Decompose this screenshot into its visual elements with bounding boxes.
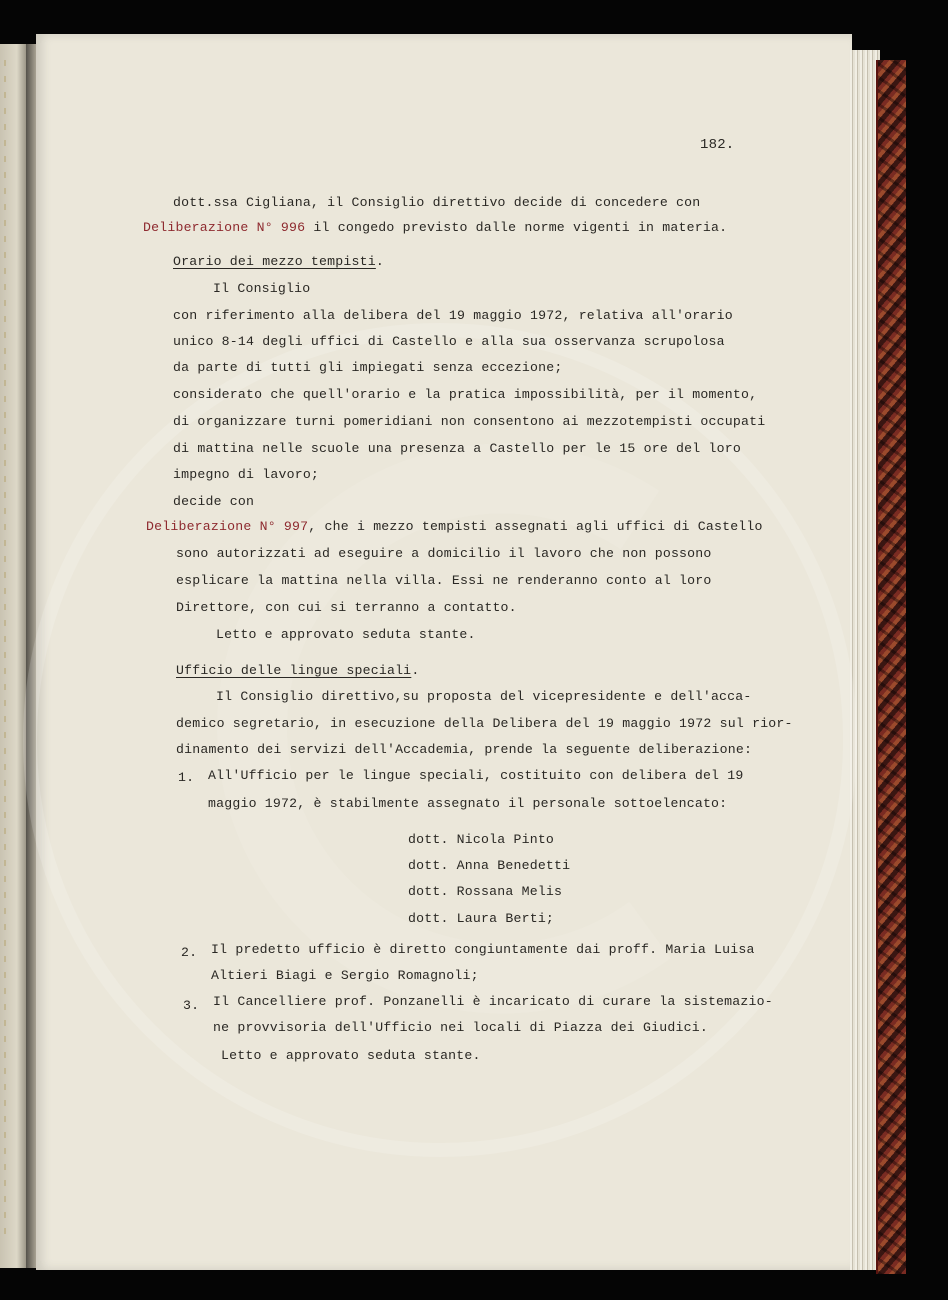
section-heading-text: Orario dei mezzo tempisti xyxy=(173,254,376,269)
staff-name: dott. Rossana Melis xyxy=(408,884,563,899)
text-line: maggio 1972, è stabilmente assegnato il personale sottoelencato: xyxy=(208,796,728,811)
text-line: sono autorizzati ad eseguire a domicilio il lavoro che non possono xyxy=(176,546,712,561)
text-fragment: il congedo previsto dalle norme vigenti in materia. xyxy=(305,220,728,235)
text-line: Il predetto ufficio è diretto congiuntamente dai proff. Maria Luisa xyxy=(211,942,755,957)
marbled-cover xyxy=(878,60,906,1274)
text-line xyxy=(146,519,763,535)
section-heading xyxy=(173,254,384,270)
text-line: Il Consiglio direttivo,su proposta del vicepresidente e dell'acca- xyxy=(216,689,752,704)
text-line: demico segretario, in esecuzione della Delibera del 19 maggio 1972 sul rior- xyxy=(176,716,793,731)
text-line: esplicare la mattina nella villa. Essi ne renderanno conto al loro xyxy=(176,573,712,588)
list-number: 2. xyxy=(181,945,198,960)
text-line: decide con xyxy=(173,494,255,509)
section-heading-text: Ufficio delle lingue speciali xyxy=(176,663,412,678)
staff-name: dott. Laura Berti; xyxy=(408,911,555,926)
text-fragment: , che i mezzo tempisti assegnati agli uffici di Castello xyxy=(308,519,763,534)
left-page-marks xyxy=(4,60,6,1240)
text-line: Letto e approvato seduta stante. xyxy=(221,1048,481,1063)
text-line: All'Ufficio per le lingue speciali, costituito con delibera del 19 xyxy=(208,768,744,783)
text-line: Letto e approvato seduta stante. xyxy=(216,627,476,642)
text-line: dinamento dei servizi dell'Accademia, prende la seguente deliberazione: xyxy=(176,742,753,757)
text-line: con riferimento alla delibera del 19 maggio 1972, relativa all'orario xyxy=(173,308,733,323)
text-line: ne provvisoria dell'Ufficio nei locali di Piazza dei Giudici. xyxy=(213,1020,708,1035)
text-line: Il Consiglio xyxy=(213,281,311,296)
staff-name: dott. Anna Benedetti xyxy=(408,858,571,873)
text-line: da parte di tutti gli impiegati senza eccezione; xyxy=(173,360,563,375)
text-line: di organizzare turni pomeridiani non consentono ai mezzotempisti occupati xyxy=(173,414,766,429)
section-heading xyxy=(176,663,419,679)
text-line: di mattina nelle scuole una presenza a Castello per le 15 ore del loro xyxy=(173,441,741,456)
deliberation-ref: Deliberazione N° 996 xyxy=(143,220,306,235)
text-line: considerato che quell'orario e la pratica impossibilità, per il momento, xyxy=(173,387,758,402)
text-line: Direttore, con cui si terranno a contatto. xyxy=(176,600,517,615)
list-number: 3. xyxy=(183,998,200,1013)
text-line: unico 8-14 degli uffici di Castello e alla sua osservanza scrupolosa xyxy=(173,334,725,349)
page-number: 182. xyxy=(700,137,735,153)
heading-punct: . xyxy=(411,663,420,678)
text-line: dott.ssa Cigliana, il Consiglio direttivo decide di concedere con xyxy=(173,195,701,210)
text-line: Il Cancelliere prof. Ponzanelli è incaricato di curare la sistemazio- xyxy=(213,994,773,1009)
list-number: 1. xyxy=(178,770,195,785)
heading-punct: . xyxy=(375,254,384,269)
text-line: Altieri Biagi e Sergio Romagnoli; xyxy=(211,968,479,983)
text-line xyxy=(143,220,727,236)
text-line: impegno di lavoro; xyxy=(173,467,320,482)
staff-name: dott. Nicola Pinto xyxy=(408,832,555,847)
deliberation-ref: Deliberazione N° 997 xyxy=(146,519,309,534)
